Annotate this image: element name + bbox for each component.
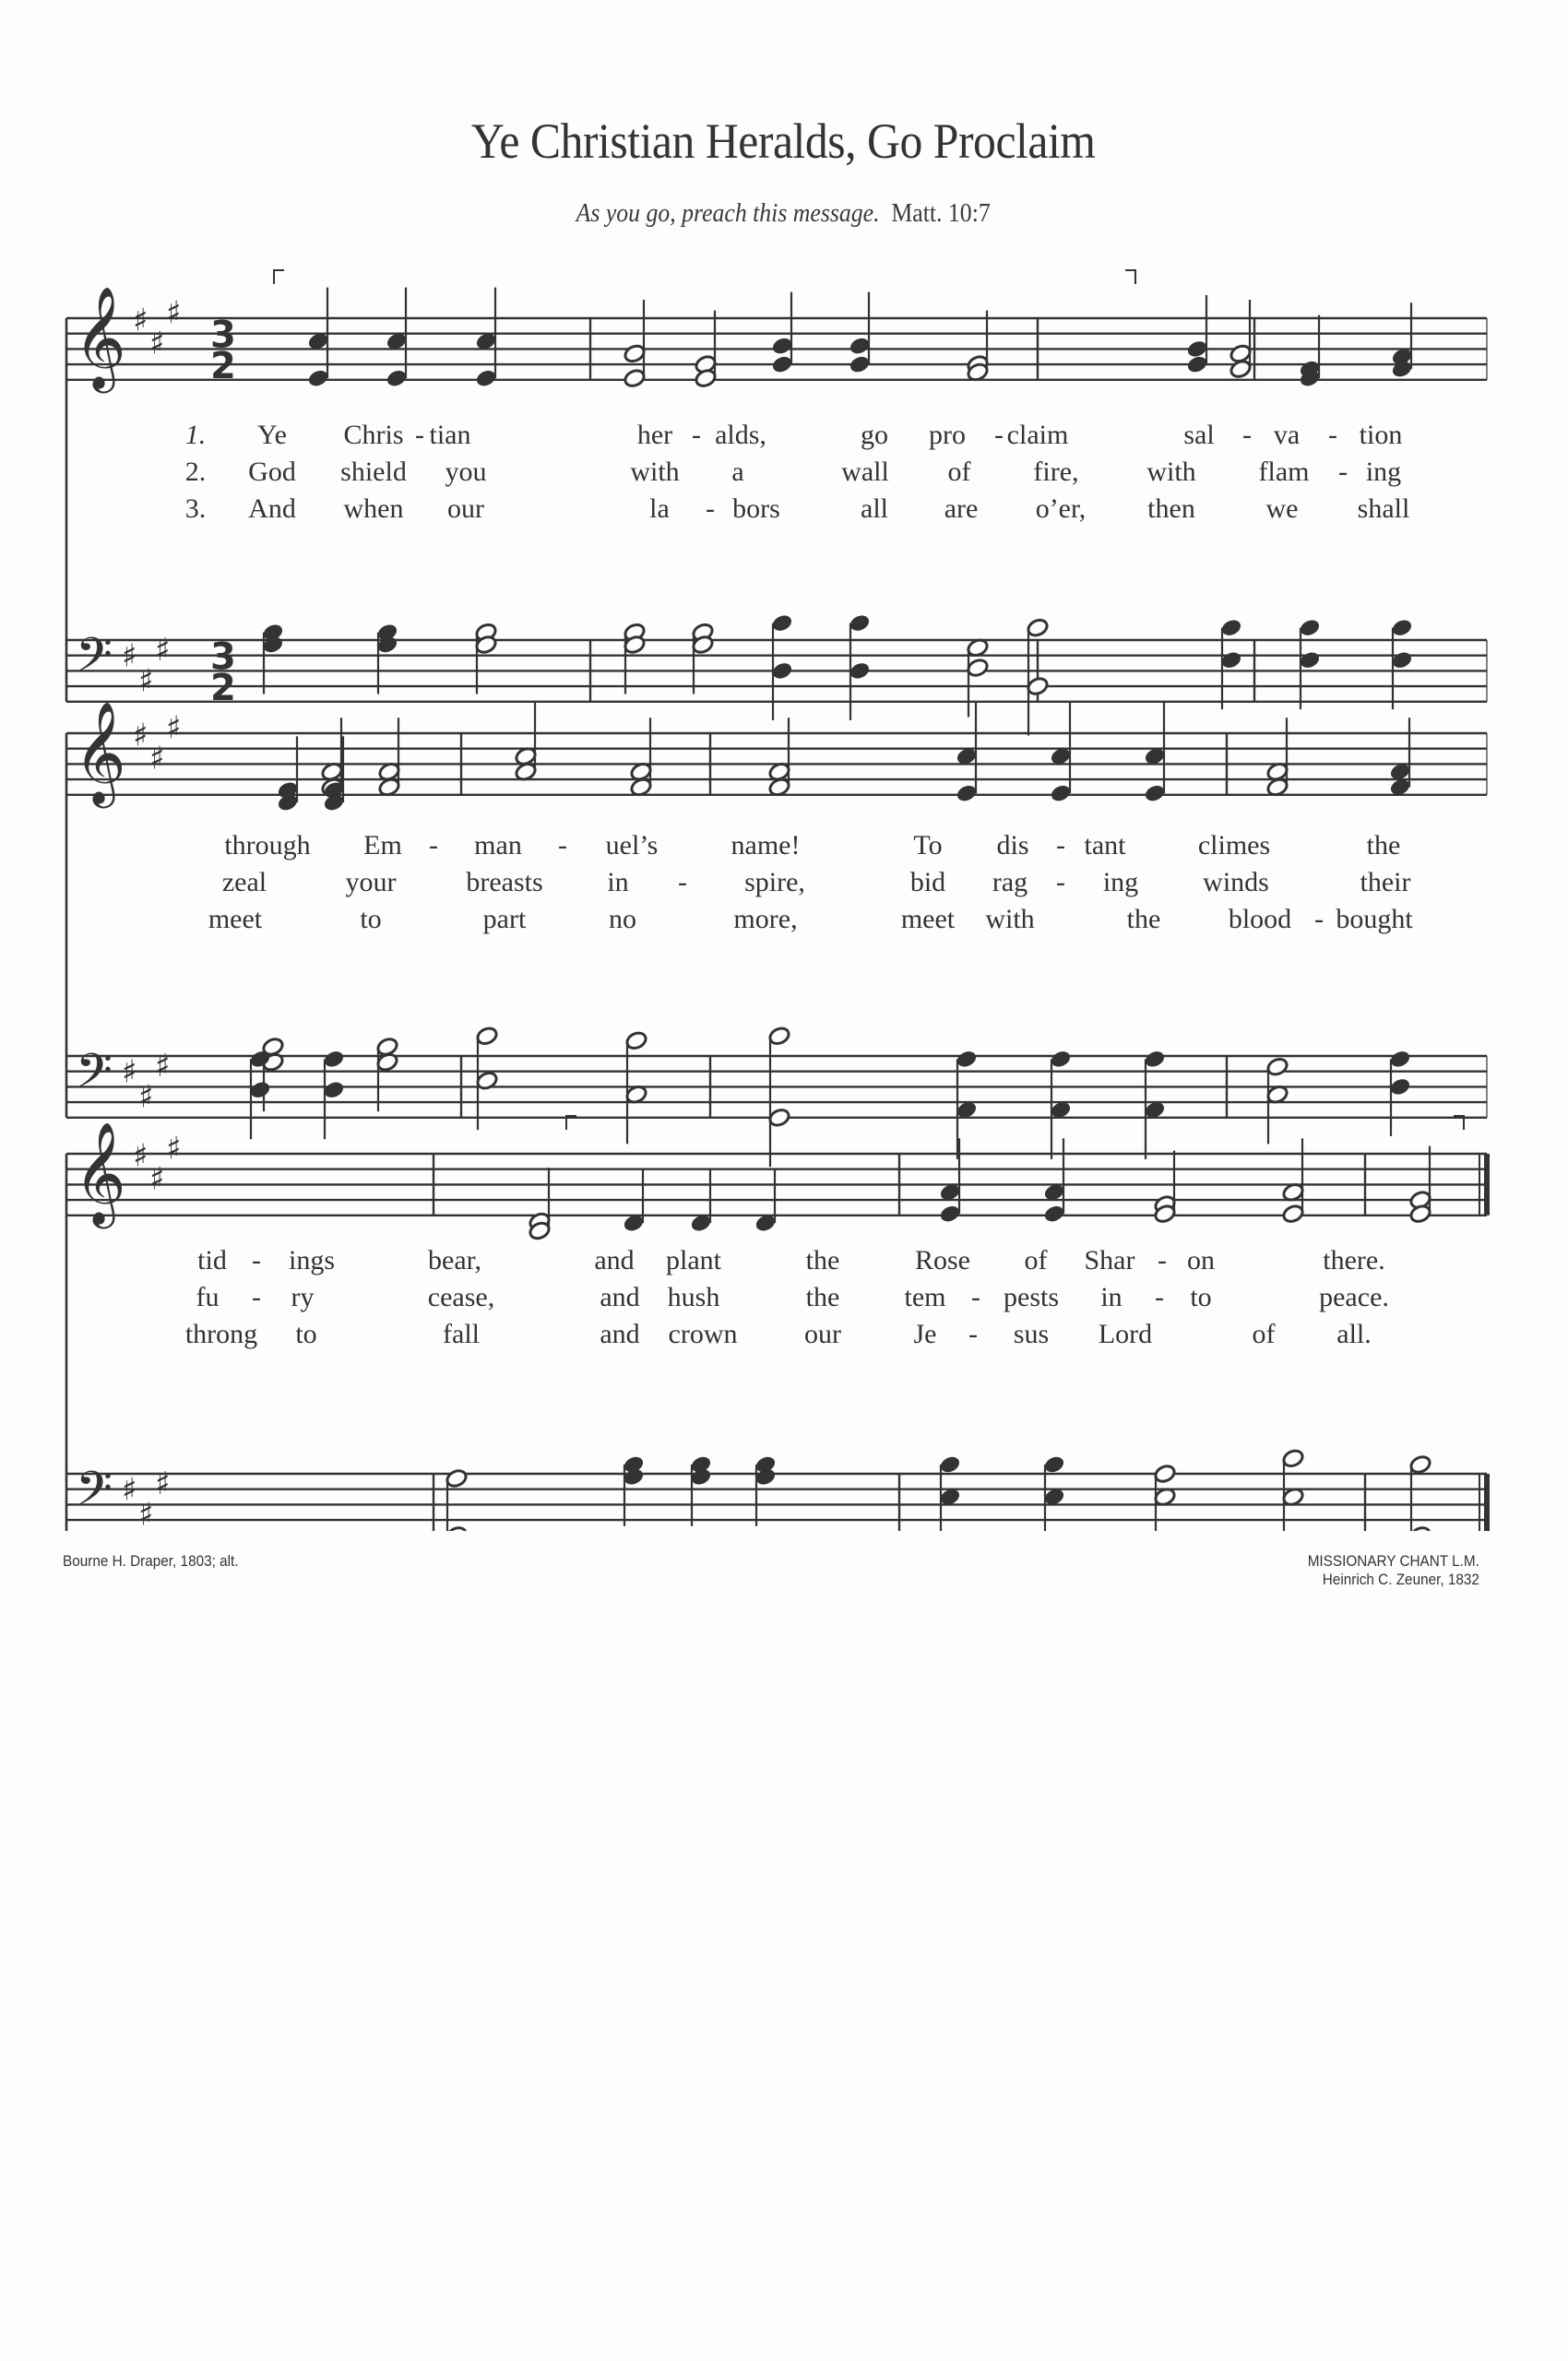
syllable: bear, <box>428 1245 481 1275</box>
hyphen: - <box>678 867 687 897</box>
composer: Heinrich C. Zeuner, 1832 <box>1322 1571 1479 1588</box>
syllable: fall <box>443 1319 480 1349</box>
svg-text:♯: ♯ <box>155 1048 171 1086</box>
syllable: we <box>1265 493 1299 524</box>
hyphen: - <box>692 420 701 450</box>
svg-text:♯: ♯ <box>122 1471 137 1509</box>
tune-credit <box>1308 1552 1479 1589</box>
svg-text:♯: ♯ <box>166 1130 182 1168</box>
hyphen: - <box>1158 1245 1167 1275</box>
tune-name: MISSIONARY CHANT L.M. <box>1307 1552 1479 1570</box>
syllable: your <box>345 867 397 897</box>
syllable: Em <box>363 830 402 860</box>
syllable: to <box>295 1319 317 1349</box>
epigraph-reference: Matt. 10:7 <box>891 199 991 228</box>
syllable: pro <box>929 420 966 450</box>
syllable: bors <box>732 493 780 524</box>
syllable: on <box>1187 1245 1215 1275</box>
syllable: Lord <box>1098 1319 1153 1349</box>
hyphen: - <box>1328 420 1337 450</box>
svg-text:2: 2 <box>210 345 236 388</box>
syllable: of <box>1252 1319 1276 1349</box>
syllable: climes <box>1197 830 1271 860</box>
syllable: our <box>447 493 484 524</box>
syllable: blood <box>1228 904 1292 934</box>
syllable: of <box>947 457 971 487</box>
syllable: Je <box>913 1319 937 1349</box>
syllable: rag <box>992 867 1028 897</box>
syllable: when <box>343 493 404 524</box>
syllable: tion <box>1359 420 1403 450</box>
syllable: And <box>248 493 296 524</box>
syllable: sus <box>1013 1319 1050 1349</box>
hyphen: - <box>558 830 567 860</box>
svg-text:♯: ♯ <box>149 325 165 362</box>
svg-text:♯: ♯ <box>138 1496 154 1531</box>
svg-text:♯: ♯ <box>122 1053 137 1091</box>
hyphen: - <box>1155 1282 1164 1312</box>
svg-text:♯: ♯ <box>155 1465 171 1503</box>
svg-text:♯: ♯ <box>166 294 182 332</box>
syllable: more, <box>733 904 798 934</box>
syllable: and <box>594 1245 635 1275</box>
syllable: uel’s <box>605 830 659 860</box>
syllable: ings <box>288 1245 336 1275</box>
syllable: sal <box>1183 420 1215 450</box>
syllable: peace. <box>1319 1282 1389 1312</box>
svg-text:3: 3 <box>210 635 236 679</box>
syllable: with <box>630 457 680 487</box>
syllable: the <box>1126 904 1161 934</box>
syllable: spire, <box>744 867 805 897</box>
svg-text:♯: ♯ <box>133 717 148 754</box>
svg-text:♯: ♯ <box>149 740 165 777</box>
syllable: her <box>636 420 673 450</box>
svg-text:♯: ♯ <box>155 632 171 670</box>
syllable: cease, <box>427 1282 495 1312</box>
syllable: fire, <box>1033 457 1079 487</box>
syllable: to <box>360 904 382 934</box>
syllable: ing <box>1365 457 1402 487</box>
syllable: fu <box>196 1282 220 1312</box>
hyphen: - <box>968 1319 978 1349</box>
svg-text:♯: ♯ <box>166 709 182 747</box>
svg-text:𝄢: 𝄢 <box>76 1460 113 1528</box>
syllable: dis <box>996 830 1029 860</box>
syllable: all <box>861 493 888 524</box>
syllable: Shar <box>1084 1245 1135 1275</box>
svg-text:♯: ♯ <box>149 1160 165 1198</box>
syllable: tant <box>1084 830 1126 860</box>
syllable: no <box>609 904 636 934</box>
hyphen: - <box>971 1282 980 1312</box>
hymn-title: Ye Christian Heralds, Go Proclaim <box>470 113 1096 169</box>
syllable: breasts <box>466 867 543 897</box>
hyphen: - <box>252 1282 261 1312</box>
syllable: in <box>607 867 629 897</box>
syllable: ing <box>1102 867 1139 897</box>
syllable: hush <box>667 1282 720 1312</box>
svg-text:2: 2 <box>210 667 236 710</box>
syllable: name! <box>731 830 801 860</box>
hyphen: - <box>1242 420 1252 450</box>
syllable: bid <box>909 867 946 897</box>
syllable: ry <box>291 1282 315 1312</box>
syllable: our <box>804 1319 841 1349</box>
syllable: with <box>985 904 1035 934</box>
syllable: through <box>224 830 311 860</box>
syllable: meet <box>900 904 956 934</box>
syllable: meet <box>208 904 263 934</box>
syllable: and <box>600 1282 640 1312</box>
syllable: Chris <box>343 420 404 450</box>
hyphen: - <box>429 830 438 860</box>
svg-text:𝄢: 𝄢 <box>76 626 113 694</box>
text-credit: Bourne H. Draper, 1803; alt. <box>63 1552 239 1570</box>
hyphen: - <box>1314 904 1324 934</box>
syllable: all. <box>1336 1319 1372 1349</box>
hyphen: - <box>1338 457 1348 487</box>
syllable: their <box>1360 867 1411 897</box>
syllable: the <box>805 1282 840 1312</box>
syllable: in <box>1100 1282 1123 1312</box>
syllable: Ye <box>257 420 287 450</box>
syllable: shield <box>340 457 407 487</box>
syllable: part <box>482 904 527 934</box>
stanza-number: 1. <box>184 420 207 450</box>
hyphen: - <box>252 1245 261 1275</box>
hyphen: - <box>1056 867 1065 897</box>
syllable: with <box>1146 457 1196 487</box>
syllable: zeal <box>221 867 267 897</box>
syllable: wall <box>841 457 889 487</box>
svg-text:𝄞: 𝄞 <box>74 285 126 389</box>
syllable: tian <box>429 420 471 450</box>
syllable: Rose <box>915 1245 970 1275</box>
syllable: God <box>248 457 296 487</box>
hyphen: - <box>1056 830 1065 860</box>
syllable: then <box>1147 493 1195 524</box>
svg-text:♯: ♯ <box>138 662 154 700</box>
stanza-number: 3. <box>184 493 207 524</box>
syllable: of <box>1024 1245 1048 1275</box>
syllable: the <box>1366 830 1401 860</box>
svg-text:𝄞: 𝄞 <box>74 1121 126 1225</box>
syllable: shall <box>1357 493 1410 524</box>
syllable: crown <box>668 1319 738 1349</box>
syllable: the <box>805 1245 840 1275</box>
syllable: alds, <box>715 420 766 450</box>
syllable: a <box>731 457 744 487</box>
syllable: there. <box>1323 1245 1385 1275</box>
syllable: throng <box>184 1319 258 1349</box>
svg-text:𝄢: 𝄢 <box>76 1042 113 1110</box>
syllable: winds <box>1203 867 1269 897</box>
svg-text:♯: ♯ <box>122 637 137 675</box>
svg-text:♯: ♯ <box>138 1078 154 1116</box>
hyphen: - <box>994 420 1004 450</box>
syllable: bought <box>1336 904 1413 934</box>
syllable: plant <box>666 1245 721 1275</box>
syllable: To <box>913 830 943 860</box>
syllable: man <box>474 830 522 860</box>
syllable: tem <box>904 1282 946 1312</box>
svg-text:𝄞: 𝄞 <box>74 700 126 804</box>
syllable: pests <box>1004 1282 1059 1312</box>
syllable: flam <box>1258 457 1310 487</box>
syllable: you <box>445 457 487 487</box>
hyphen: - <box>706 493 715 524</box>
stanza-number: 2. <box>184 457 207 487</box>
syllable: are <box>944 493 979 524</box>
syllable: to <box>1190 1282 1212 1312</box>
syllable: tid <box>197 1245 227 1275</box>
syllable: la <box>649 493 670 524</box>
svg-text:♯: ♯ <box>133 1137 148 1175</box>
svg-text:3: 3 <box>210 314 236 357</box>
syllable: va <box>1273 420 1301 450</box>
syllable: claim <box>1006 420 1069 450</box>
syllable: o’er, <box>1035 493 1087 524</box>
svg-text:♯: ♯ <box>133 302 148 339</box>
epigraph-quote: As you go, preach this message. <box>576 199 880 228</box>
syllable: and <box>600 1319 640 1349</box>
syllable: go <box>861 420 888 450</box>
hyphen: - <box>415 420 424 450</box>
